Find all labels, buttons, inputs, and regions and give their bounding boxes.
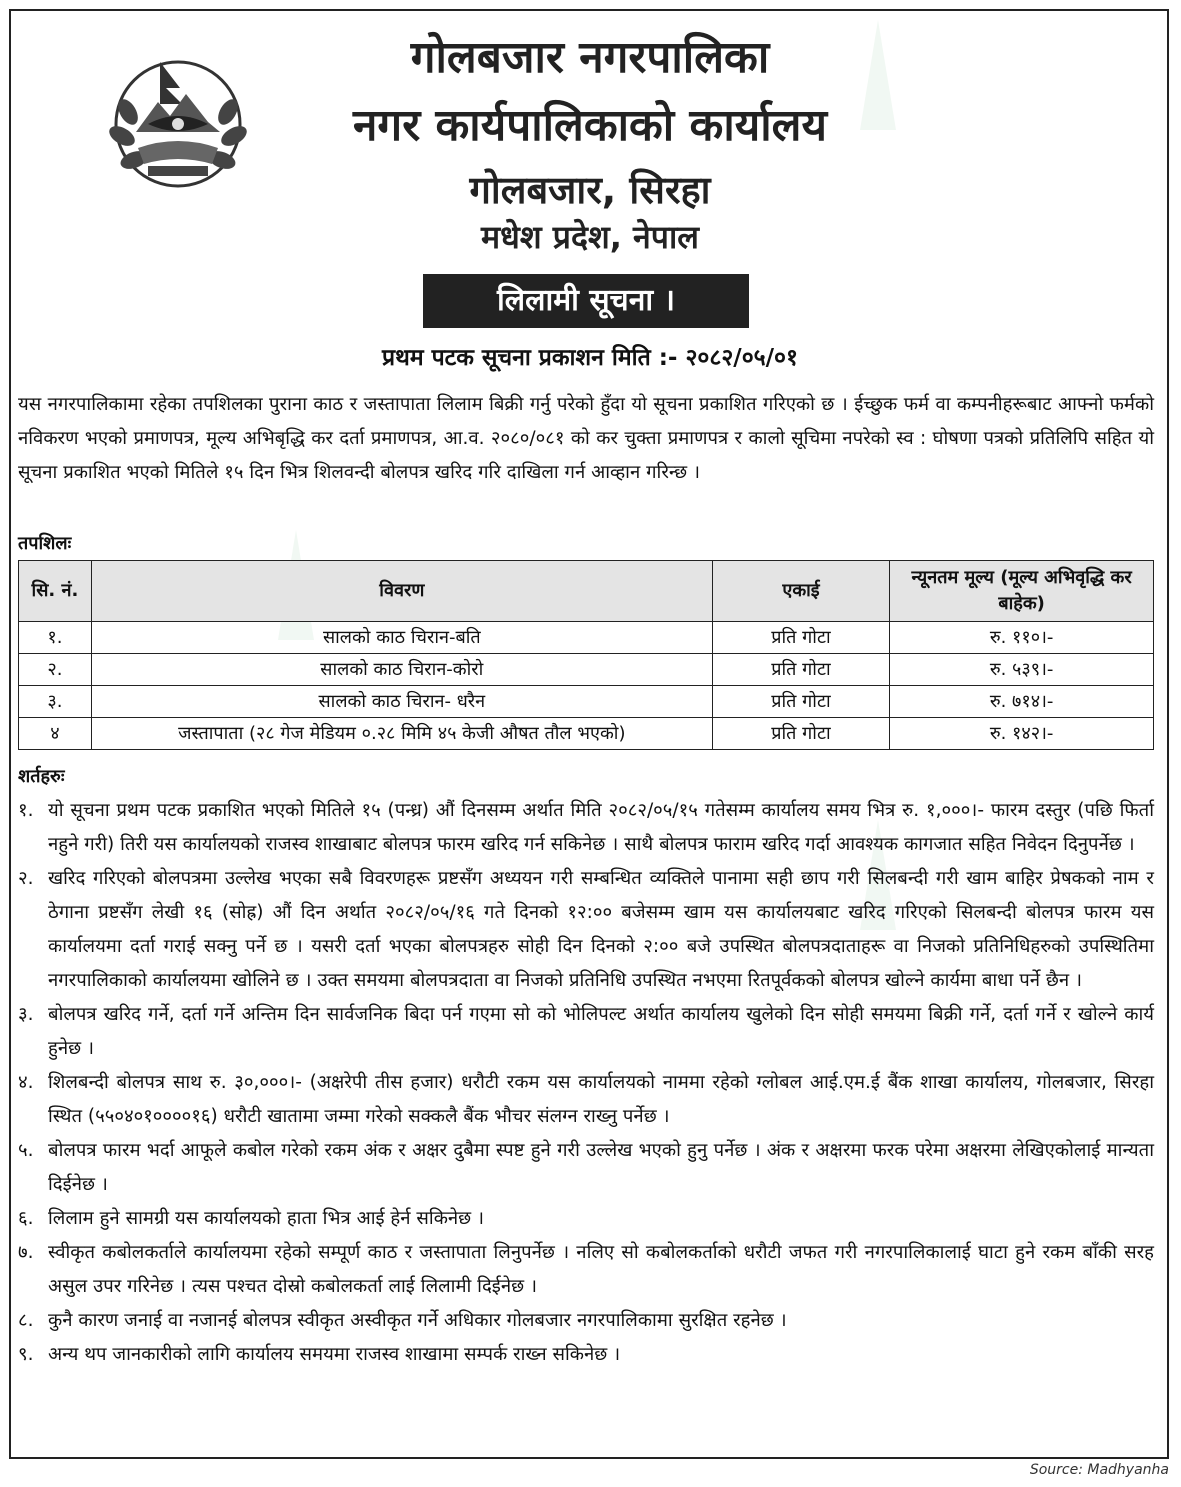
cell-price: रु. १४२।- [890, 718, 1154, 750]
cell-unit: प्रति गोटा [712, 686, 889, 718]
publish-date: प्रथम पटक सूचना प्रकाशन मिति :- २०८२/०५/०१ [382, 345, 798, 371]
list-item [18, 1338, 1154, 1372]
terms-heading: शर्तहरुः [18, 766, 65, 787]
table-header-row [19, 561, 1154, 622]
municipality-name: गोलबजार नगरपालिका [410, 32, 770, 83]
term-number: ६. [18, 1208, 34, 1229]
cell-unit: प्रति गोटा [712, 654, 889, 686]
items-table [18, 560, 1154, 750]
term-text: शिलबन्दी बोलपत्र साथ रु. ३०,०००।- (अक्षरेपी तीस हजार) धरौटी रकम यस कार्यालयको नाममा रहेको ग्लोबल आई.एम.ई बैंक शाखा कार्यालय, गोलबजार, सिरहा स्थित (५५०४०१००००१६) धरौटी खातामा जम्मा गरेको सक्कलै बैंक भौचर संलग्न राख्नु पर्नेछ । [48, 1072, 1154, 1127]
cell-description: जस्तापाता (२८ गेज मेडियम ०.२८ मिमि ४५ केजी औषत तौल भएको) [91, 718, 712, 750]
col-min-price: न्यूनतम मूल्य (मूल्य अभिवृद्धि कर बाहेक) [890, 561, 1154, 622]
source-credit: Source: Madhyanha [1029, 1462, 1169, 1478]
term-number: ४. [18, 1072, 34, 1093]
table-row [19, 654, 1154, 686]
nepal-emblem-icon [108, 52, 248, 192]
cell-price: रु. ११०।- [890, 622, 1154, 654]
term-number: १. [18, 800, 34, 821]
term-number: ३. [18, 1004, 34, 1025]
term-text: कुनै कारण जनाई वा नजानई बोलपत्र स्वीकृत अस्वीकृत गर्ने अधिकार गोलबजार नगरपालिकामा सुरक्षित रहनेछ । [48, 1310, 787, 1331]
cell-description: सालको काठ चिरान-कोरो [91, 654, 712, 686]
table-row [19, 686, 1154, 718]
term-text: लिलाम हुने सामग्री यस कार्यालयको हाता भित्र आई हेर्न सकिनेछ । [48, 1208, 485, 1229]
cell-serial: २. [19, 654, 92, 686]
cell-price: रु. ५३९।- [890, 654, 1154, 686]
term-number: ८. [18, 1310, 34, 1331]
list-item [18, 1202, 1154, 1236]
col-unit: एकाई [712, 561, 889, 622]
office-province: मधेश प्रदेश, नेपाल [481, 218, 699, 256]
notice-title: लिलामी सूचना । [423, 274, 749, 328]
col-description: विवरण [91, 561, 712, 622]
office-name: नगर कार्यपालिकाको कार्यालय [353, 100, 827, 151]
cell-price: रु. ७१४।- [890, 686, 1154, 718]
table-row [19, 622, 1154, 654]
term-text: खरिद गरिएको बोलपत्रमा उल्लेख भएका सबै विवरणहरू प्रष्टसँग अध्ययन गरी सम्बन्धित व्यक्तिले पानामा सही छाप गरी सिलबन्दी गरी खाम बाहिर प्रेषकको नाम र ठेगाना प्रष्टसँग लेखी १६ (सोह्र) औं दिन अर्थात २०८२/०५/१६ गते दिनको १२:०० बजेसम्म खाम यस कार्यालयबाट खरिद गरिएको सिलबन्दी बोलपत्र फारम यस कार्यालयमा दर्ता गराई सक्नु पर्ने छ । यसरी दर्ता भएका बोलपत्रहरु सोही दिन दिनको २:०० बजे उपस्थित बोलपत्रदाताहरू वा निजको प्रतिनिधिहरुको उपस्थितिमा नगरपालिकाको कार्यालयमा खोलिने छ । उक्त समयमा बोलपत्रदाता वा निजको प्रतिनिधि उपस्थित नभएमा रितपूर्वकको बोलपत्र खोल्ने कार्यमा बाधा पर्ने छैन । [48, 868, 1154, 991]
term-text: बोलपत्र खरिद गर्ने, दर्ता गर्ने अन्तिम दिन सार्वजनिक बिदा पर्न गएमा सो को भोलिपल्ट अर्थात कार्यालय खुलेको दिन सोही समयमा बिक्री गर्ने, दर्ता गर्ने र खोल्ने कार्य हुनेछ । [48, 1004, 1154, 1059]
cell-serial: १. [19, 622, 92, 654]
intro-paragraph: यस नगरपालिकामा रहेका तपशिलका पुराना काठ र जस्तापाता लिलाम बिक्री गर्नु परेको हुँदा यो सूचना प्रकाशित गरिएको छ । ईच्छुक फर्म वा कम्पनीहरूबाट आफ्नो फर्मको नविकरण भएको प्रमाणपत्र, मूल्य अभिबृद्धि कर दर्ता प्रमाणपत्र, आ.व. २०८०/०८१ को कर चुक्ता प्रमाणपत्र र कालो सूचिमा नपरेको स्व : घोषणा पत्रको प्रतिलिपि सहित यो सूचना प्रकाशित भएको मितिले १५ दिन भित्र शिलवन्दी बोलपत्र खरिद गरि दाखिला गर्न आव्हान गरिन्छ । [18, 394, 1154, 483]
term-text: स्वीकृत कबोलकर्ताले कार्यालयमा रहेको सम्पूर्ण काठ र जस्तापाता लिनुपर्नेछ । नलिए सो कबोलकर्ताको धरौटी जफत गरी नगरपालिकालाई घाटा हुने रकम बाँकी सरह असुल उपर गरिनेछ । त्यस पश्चत दोस्रो कबोलकर्ता लाई लिलामी दिईनेछ । [48, 1242, 1154, 1297]
terms-list [18, 794, 1154, 1372]
table-row [19, 718, 1154, 750]
list-item [18, 794, 1154, 862]
schedule-heading: तपशिलः [18, 533, 72, 554]
term-number: ५. [18, 1140, 34, 1161]
cell-unit: प्रति गोटा [712, 622, 889, 654]
cell-serial: ४ [19, 718, 92, 750]
col-serial: सि. नं. [19, 561, 92, 622]
cell-serial: ३. [19, 686, 92, 718]
cell-description: सालको काठ चिरान-बति [91, 622, 712, 654]
term-text: बोलपत्र फारम भर्दा आफूले कबोल गरेको रकम अंक र अक्षर दुबैमा स्पष्ट हुने गरी उल्लेख भएको हुनु पर्नेछ । अंक र अक्षरमा फरक परेमा अक्षरमा लेखिएकोलाई मान्यता दिईनेछ । [48, 1140, 1154, 1195]
list-item [18, 998, 1154, 1066]
list-item [18, 862, 1154, 998]
term-text: यो सूचना प्रथम पटक प्रकाशित भएको मितिले १५ (पन्ध्र) औं दिनसम्म अर्थात मिति २०८२/०५/१५ गतेसम्म कार्यालय समय भित्र रु. १,०००।- फारम दस्तुर (पछि फिर्ता नहुने गरी) तिरी यस कार्यालयको राजस्व शाखाबाट बोलपत्र फारम खरिद गर्न सकिनेछ । साथै बोलपत्र फाराम खरिद गर्दा आवश्यक कागजात सहित निवेदन दिनुपर्नेछ । [48, 800, 1154, 855]
term-number: ७. [18, 1242, 34, 1263]
list-item [18, 1304, 1154, 1338]
cell-unit: प्रति गोटा [712, 718, 889, 750]
office-location: गोलबजार, सिरहा [469, 168, 711, 212]
term-number: ९. [18, 1344, 34, 1365]
term-text: अन्य थप जानकारीको लागि कार्यालय समयमा राजस्व शाखामा सम्पर्क राख्न सकिनेछ । [48, 1344, 621, 1365]
list-item [18, 1236, 1154, 1304]
term-number: २. [18, 868, 34, 889]
list-item [18, 1134, 1154, 1202]
cell-description: सालको काठ चिरान- धरैन [91, 686, 712, 718]
list-item [18, 1066, 1154, 1134]
